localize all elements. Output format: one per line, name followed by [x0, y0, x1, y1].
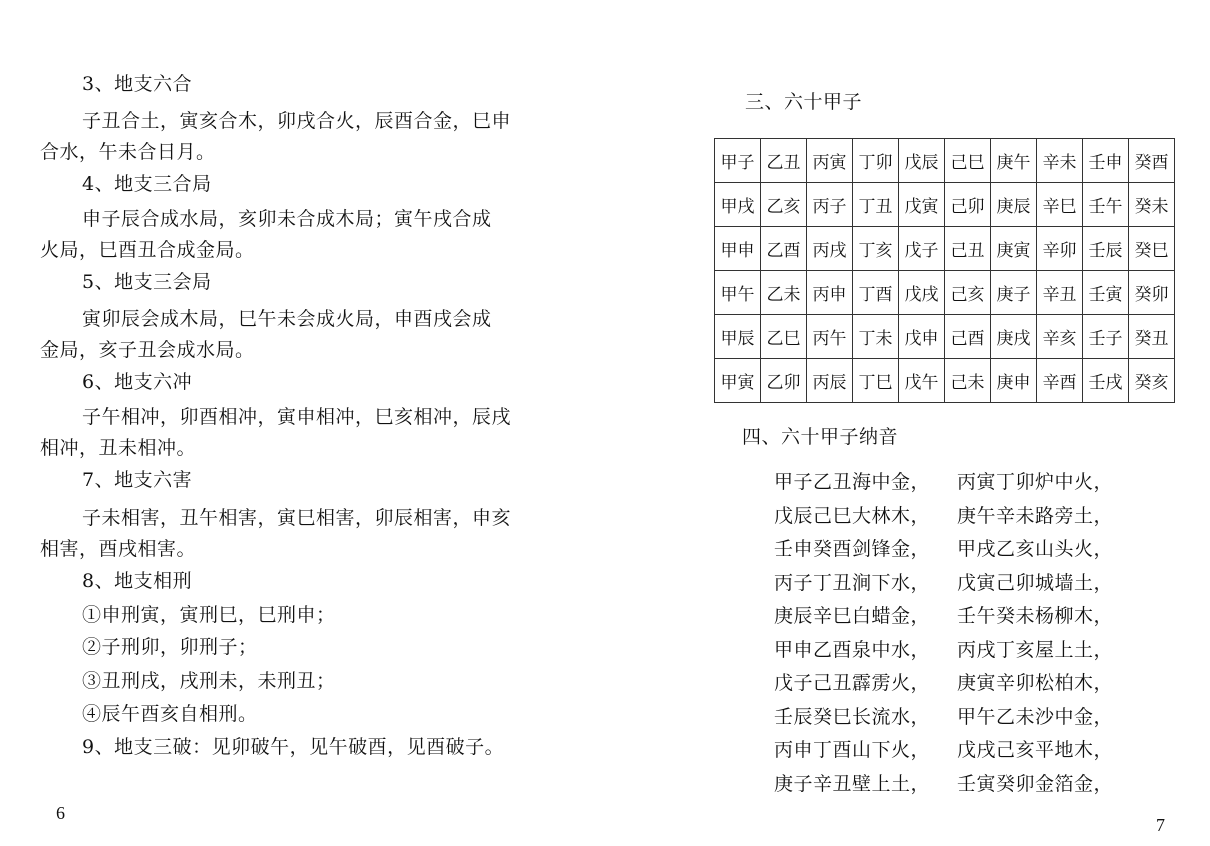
jiazi-cell: 戊寅	[899, 183, 945, 227]
jiazi-cell: 辛丑	[1037, 271, 1083, 315]
jiazi-cell: 己酉	[945, 315, 991, 359]
nayin-item: 戊寅己卯城墙土，	[957, 571, 1114, 594]
text-line: ③丑刑戌，戌刑未，未刑丑；	[82, 670, 336, 692]
nayin-item: 甲午乙未沙中金，	[957, 705, 1114, 728]
jiazi-cell: 戊申	[899, 315, 945, 359]
jiazi-cell: 壬申	[1083, 139, 1129, 183]
jiazi-cell: 癸巳	[1129, 227, 1175, 271]
text-line: 金局，亥子丑会成水局。	[40, 339, 255, 361]
nayin-item: 戊子己丑霹雳火，	[774, 672, 931, 694]
jiazi-cell: 壬寅	[1083, 271, 1129, 315]
jiazi-cell: 辛卯	[1037, 227, 1083, 271]
jiazi-cell: 壬子	[1083, 315, 1129, 359]
nayin-item: 庚寅辛卯松柏木，	[957, 672, 1114, 694]
left-page	[0, 0, 600, 846]
text-line: 寅卯辰会成木局，巳午未会成火局，申酉戌会成	[82, 308, 492, 330]
jiazi-row	[715, 315, 1175, 359]
heading-liuhai: 7、地支六害	[82, 469, 193, 491]
nayin-item: 戊辰己巳大林木，	[774, 504, 931, 527]
jiazi-cell: 庚申	[991, 359, 1037, 403]
text-line: 子午相冲，卯酉相冲，寅申相冲，巳亥相冲，辰戌	[82, 406, 512, 428]
jiazi-cell: 乙巳	[761, 315, 807, 359]
text-line: ②子刑卯，卯刑子；	[82, 636, 258, 658]
nayin-item: 壬申癸酉剑锋金，	[774, 538, 931, 560]
jiazi-cell: 庚寅	[991, 227, 1037, 271]
jiazi-cell: 乙丑	[761, 139, 807, 183]
nayin-item: 庚子辛丑壁上土，	[774, 772, 931, 795]
jiazi-cell: 丙戌	[807, 227, 853, 271]
jiazi-cell: 戊子	[899, 227, 945, 271]
text-line: 相害，酉戌相害。	[40, 538, 197, 560]
jiazi-cell: 庚午	[991, 139, 1037, 183]
jiazi-cell: 丁未	[853, 315, 899, 359]
nayin-item: 壬辰癸巳长流水，	[774, 705, 931, 728]
jiazi-cell: 己亥	[945, 271, 991, 315]
nayin-item: 丙子丁丑涧下水，	[774, 571, 931, 594]
nayin-item: 丙申丁酉山下火，	[774, 739, 931, 761]
jiazi-cell: 乙酉	[761, 227, 807, 271]
nayin-item: 丙寅丁卯炉中火，	[957, 471, 1114, 493]
nayin-item: 戊戌己亥平地木，	[957, 739, 1114, 761]
jiazi-cell: 壬辰	[1083, 227, 1129, 271]
text-line: 合水，午未合日月。	[40, 141, 216, 163]
jiazi-cell: 癸亥	[1129, 359, 1175, 403]
jiazi-cell: 壬午	[1083, 183, 1129, 227]
nayin-item: 壬午癸未杨柳木，	[957, 605, 1114, 627]
jiazi-cell: 癸丑	[1129, 315, 1175, 359]
nayin-item: 丙戌丁亥屋上土，	[957, 638, 1114, 661]
right-page	[600, 0, 1210, 846]
jiazi-cell: 丙子	[807, 183, 853, 227]
jiazi-cell: 庚辰	[991, 183, 1037, 227]
jiazi-cell: 己丑	[945, 227, 991, 271]
jiazi-cell: 乙亥	[761, 183, 807, 227]
jiazi-cell: 丁亥	[853, 227, 899, 271]
jiazi-cell: 癸酉	[1129, 139, 1175, 183]
jiazi-cell: 辛巳	[1037, 183, 1083, 227]
section-title-liushijiazi: 三、六十甲子	[745, 91, 863, 113]
jiazi-table	[714, 138, 1175, 403]
jiazi-cell: 戊辰	[899, 139, 945, 183]
heading-sanhe: 4、地支三合局	[82, 173, 212, 195]
jiazi-cell: 丁酉	[853, 271, 899, 315]
nayin-item: 庚午辛未路旁土，	[957, 504, 1114, 527]
jiazi-cell: 辛未	[1037, 139, 1083, 183]
jiazi-cell: 甲子	[715, 139, 761, 183]
text-line: 子丑合土，寅亥合木，卯戌合火，辰酉合金，巳申	[82, 110, 512, 132]
heading-sanpo: 9、地支三破：见卯破午，见午破酉，见酉破子。	[82, 736, 505, 758]
jiazi-cell: 癸卯	[1129, 271, 1175, 315]
jiazi-row	[715, 271, 1175, 315]
jiazi-cell: 乙卯	[761, 359, 807, 403]
jiazi-row	[715, 183, 1175, 227]
jiazi-cell: 丙辰	[807, 359, 853, 403]
jiazi-cell: 丁卯	[853, 139, 899, 183]
heading-sanhui: 5、地支三会局	[82, 271, 212, 293]
jiazi-cell: 甲戌	[715, 183, 761, 227]
jiazi-cell: 己卯	[945, 183, 991, 227]
heading-xiangxing: 8、地支相刑	[82, 570, 193, 592]
jiazi-cell: 己未	[945, 359, 991, 403]
jiazi-cell: 己巳	[945, 139, 991, 183]
jiazi-cell: 甲寅	[715, 359, 761, 403]
jiazi-cell: 丙申	[807, 271, 853, 315]
jiazi-cell: 甲午	[715, 271, 761, 315]
text-line: 申子辰合成水局，亥卯未合成木局；寅午戌合成	[82, 208, 492, 230]
jiazi-cell: 乙未	[761, 271, 807, 315]
jiazi-cell: 戊戌	[899, 271, 945, 315]
text-line: 火局，巳酉丑合成金局。	[40, 239, 255, 261]
text-line: ④辰午酉亥自相刑。	[82, 703, 258, 725]
page-number: 7	[1156, 815, 1165, 835]
jiazi-row	[715, 227, 1175, 271]
jiazi-row	[715, 359, 1175, 403]
nayin-item: 壬寅癸卯金箔金，	[957, 772, 1114, 795]
nayin-item: 甲戌乙亥山头火，	[957, 538, 1114, 560]
section-title-nayin: 四、六十甲子纳音	[742, 426, 899, 448]
jiazi-cell: 丁巳	[853, 359, 899, 403]
jiazi-cell: 辛酉	[1037, 359, 1083, 403]
jiazi-cell: 庚戌	[991, 315, 1037, 359]
jiazi-cell: 丙午	[807, 315, 853, 359]
jiazi-table-wrap	[714, 138, 1175, 403]
jiazi-cell: 庚子	[991, 271, 1037, 315]
nayin-item: 庚辰辛巳白蜡金，	[774, 605, 931, 627]
jiazi-cell: 丙寅	[807, 139, 853, 183]
nayin-item: 甲子乙丑海中金，	[774, 471, 931, 493]
heading-liuchong: 6、地支六冲	[82, 371, 193, 393]
jiazi-cell: 丁丑	[853, 183, 899, 227]
nayin-item: 甲申乙酉泉中水，	[774, 638, 931, 661]
jiazi-cell: 甲申	[715, 227, 761, 271]
jiazi-cell: 甲辰	[715, 315, 761, 359]
jiazi-cell: 戊午	[899, 359, 945, 403]
heading-liuhe: 3、地支六合	[82, 73, 193, 95]
text-line: 相冲，丑未相冲。	[40, 437, 197, 459]
jiazi-cell: 壬戌	[1083, 359, 1129, 403]
text-line: 子未相害，丑午相害，寅巳相害，卯辰相害，申亥	[82, 507, 512, 529]
text-line: ①申刑寅，寅刑巳，巳刑申；	[82, 604, 336, 626]
jiazi-row	[715, 139, 1175, 183]
jiazi-cell: 辛亥	[1037, 315, 1083, 359]
jiazi-cell: 癸未	[1129, 183, 1175, 227]
page-number: 6	[56, 803, 65, 823]
